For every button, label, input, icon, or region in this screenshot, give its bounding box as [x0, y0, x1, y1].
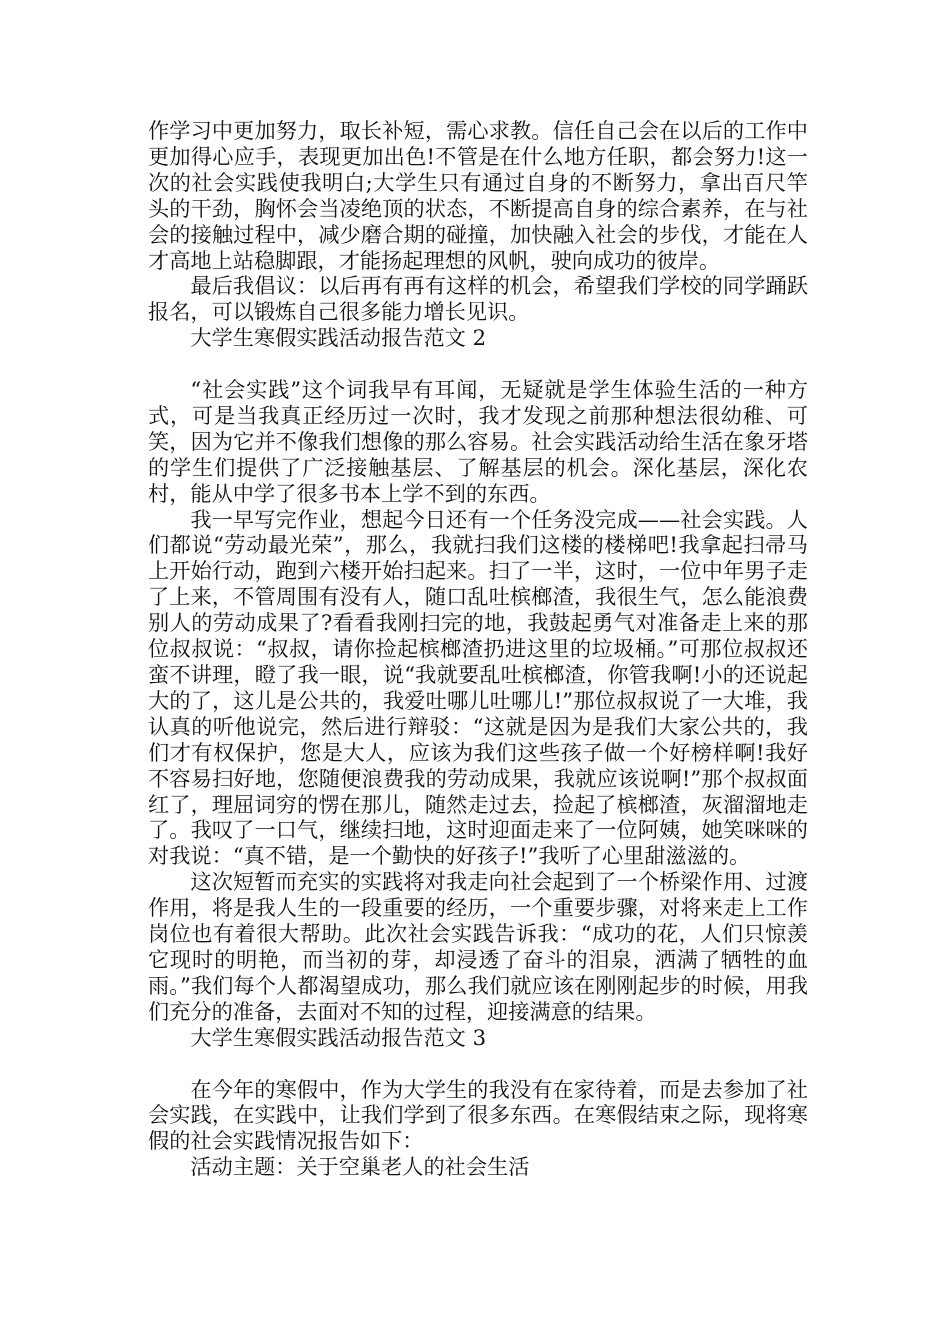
section-heading-3: 大学生寒假实践活动报告范文 3: [190, 1024, 487, 1050]
paragraph-sweeping-story: 我一早写完作业，想起今日还有一个任务没完成——社会实践。人们都说“劳动最光荣”，那么，我就扫我们这楼的楼梯吧!我拿起扫帚马上开始行动，跑到六楼开始扫起来。扫了一半，这时，一位中年男子走了上来，不管周围有没有人，随口乱吐槟榔渣，我很生气，怎么能浪费别人的劳动成果了?看看我刚扫完的地，我鼓起勇气对准备走上来的那位叔叔说：“叔叔，请你捡起槟榔渣扔进这里的垃圾桶。”可那位叔叔还蛮不讲理，瞪了我一眼，说“我就要乱吐槟榔渣，你管我啊!小的还说起大的了，这儿是公共的，我爱吐哪儿吐哪儿!”那位叔叔说了一大堆，我认真的听他说完，然后进行辩驳：“这就是因为是我们大家公共的，我们才有权保护，您是大人，应该为我们这些孩子做一个好榜样啊!我好不容易扫好地，您随便浪费我的劳动成果，我就应该说啊!”那个叔叔面红了，理屈词穷的愣在那儿，随然走过去，捡起了槟榔渣，灰溜溜地走了。我叹了一口气，继续扫地，这时迎面走来了一位阿姨，她笑咪咪的对我说：“真不错，是一个勤快的好孩子!”我听了心里甜滋滋的。: [148, 506, 808, 869]
document-page: [148, 118, 808, 1180]
blank-line: [148, 351, 808, 377]
section-heading-2: 大学生寒假实践活动报告范文 2: [190, 325, 487, 351]
blank-line: [148, 1051, 808, 1077]
paragraph-continuation: 作学习中更加努力，取长补短，需心求教。信任自己会在以后的工作中更加得心应手，表现更加出色!不管是在什么地方任职，都会努力!这一次的社会实践使我明白;大学生只有通过自身的不断努力，拿出百尺竿头的干劲，胸怀会当凌绝顶的状态，不断提高自身的综合素养，在与社会的接触过程中，减少磨合期的碰撞，加快融入社会的步伐，才能在人才高地上站稳脚跟，才能扬起理想的风帆，驶向成功的彼岸。: [148, 118, 808, 273]
paragraph-reflection: 这次短暂而充实的实践将对我走向社会起到了一个桥梁作用、过渡作用，将是我人生的一段重要的经历，一个重要步骤，对将来走上工作岗位也有着很大帮助。此次社会实践告诉我：“成功的花，人们只惊羡它现时的明艳，而当初的芽，却浸透了奋斗的泪泉，洒满了牺牲的血雨。”我们每个人都渴望成功，那么我们就应该在刚刚起步的时候，用我们充分的准备，去面对不知的过程，迎接满意的结果。: [148, 869, 808, 1024]
paragraph-proposal: 最后我倡议：以后再有再有这样的机会，希望我们学校的同学踊跃报名，可以锻炼自己很多能力增长见识。: [148, 273, 808, 325]
paragraph-activity-theme: 活动主题：关于空巢老人的社会生活: [190, 1154, 530, 1180]
paragraph-winter-intro: 在今年的寒假中，作为大学生的我没有在家待着，而是去参加了社会实践，在实践中，让我们学到了很多东西。在寒假结束之际，现将寒假的社会实践情况报告如下：: [148, 1076, 808, 1154]
paragraph-social-practice-intro: “社会实践”这个词我早有耳闻，无疑就是学生体验生活的一种方式，可是当我真正经历过一次时，我才发现之前那种想法很幼稚、可笑，因为它并不像我们想像的那么容易。社会实践活动给生活在象牙塔的学生们提供了广泛接触基层、了解基层的机会。深化基层，深化农村，能从中学了很多书本上学不到的东西。: [148, 377, 808, 506]
